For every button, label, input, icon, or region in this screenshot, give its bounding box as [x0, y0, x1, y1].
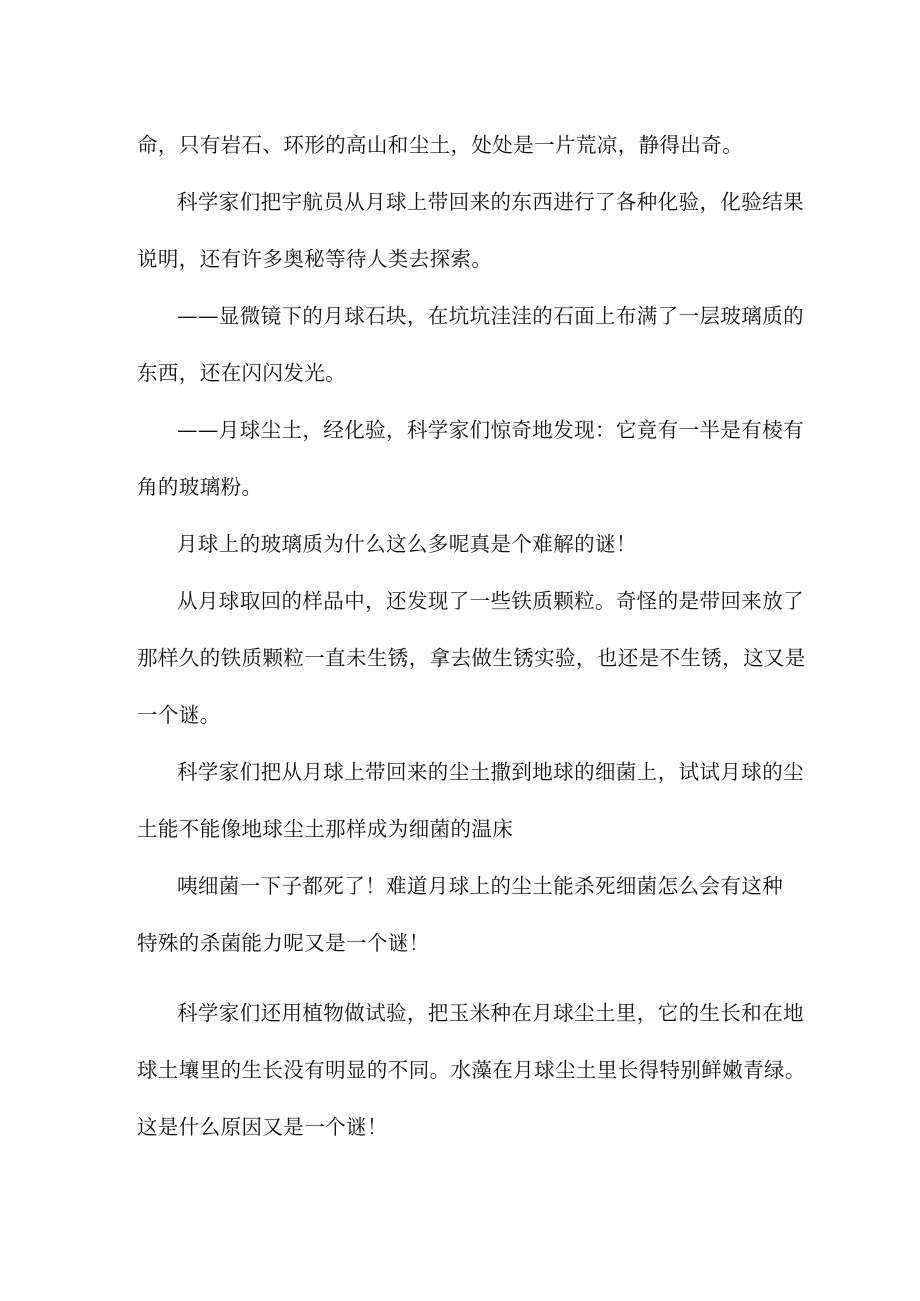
text-line: 说明，还有许多奥秘等待人类去探索。: [137, 247, 493, 271]
text-line: 球土壤里的生长没有明显的不同。水藻在月球尘土里长得特别鲜嫩青绿。: [137, 1058, 806, 1082]
text-line: 东西，还在闪闪发光。: [137, 361, 346, 385]
paragraph-first-line: 从月球取回的样品中，还发现了一些铁质颗粒。奇怪的是带回来放了: [177, 589, 804, 613]
paragraph-first-line: 科学家们把从月球上带回来的尘土撒到地球的细菌上，试试月球的尘: [177, 760, 804, 784]
paragraph-first-line: 咦细菌一下子都死了！难道月球上的尘土能杀死细菌怎么会有这种: [177, 874, 784, 898]
paragraph-first-line: 月球上的玻璃质为什么这么多呢真是个难解的谜！: [177, 532, 637, 556]
text-line: 一个谜。: [137, 703, 221, 727]
text-line: 这是什么原因又是一个谜！: [137, 1115, 388, 1139]
text-line: 特殊的杀菌能力呢又是一个谜！: [137, 931, 430, 955]
paragraph-first-line: ——月球尘土，经化验，科学家们惊奇地发现：它竟有一半是有棱有: [177, 418, 804, 442]
paragraph-first-line: ——显微镜下的月球石块，在坑坑洼洼的石面上布满了一层玻璃质的: [177, 304, 804, 328]
paragraph-first-line: 科学家们把宇航员从月球上带回来的东西进行了各种化验，化验结果: [177, 190, 804, 214]
text-line: 角的玻璃粉。: [137, 475, 263, 499]
paragraph-first-line: 科学家们还用植物做试验，把玉米种在月球尘土里，它的生长和在地: [177, 1001, 804, 1025]
text-line: 土能不能像地球尘土那样成为细菌的温床: [137, 817, 514, 841]
text-line: 那样久的铁质颗粒一直未生锈，拿去做生锈实验，也还是不生锈，这又是: [137, 646, 806, 670]
text-line: 命，只有岩石、环形的高山和尘土，处处是一片荒凉，静得出奇。: [137, 133, 744, 157]
